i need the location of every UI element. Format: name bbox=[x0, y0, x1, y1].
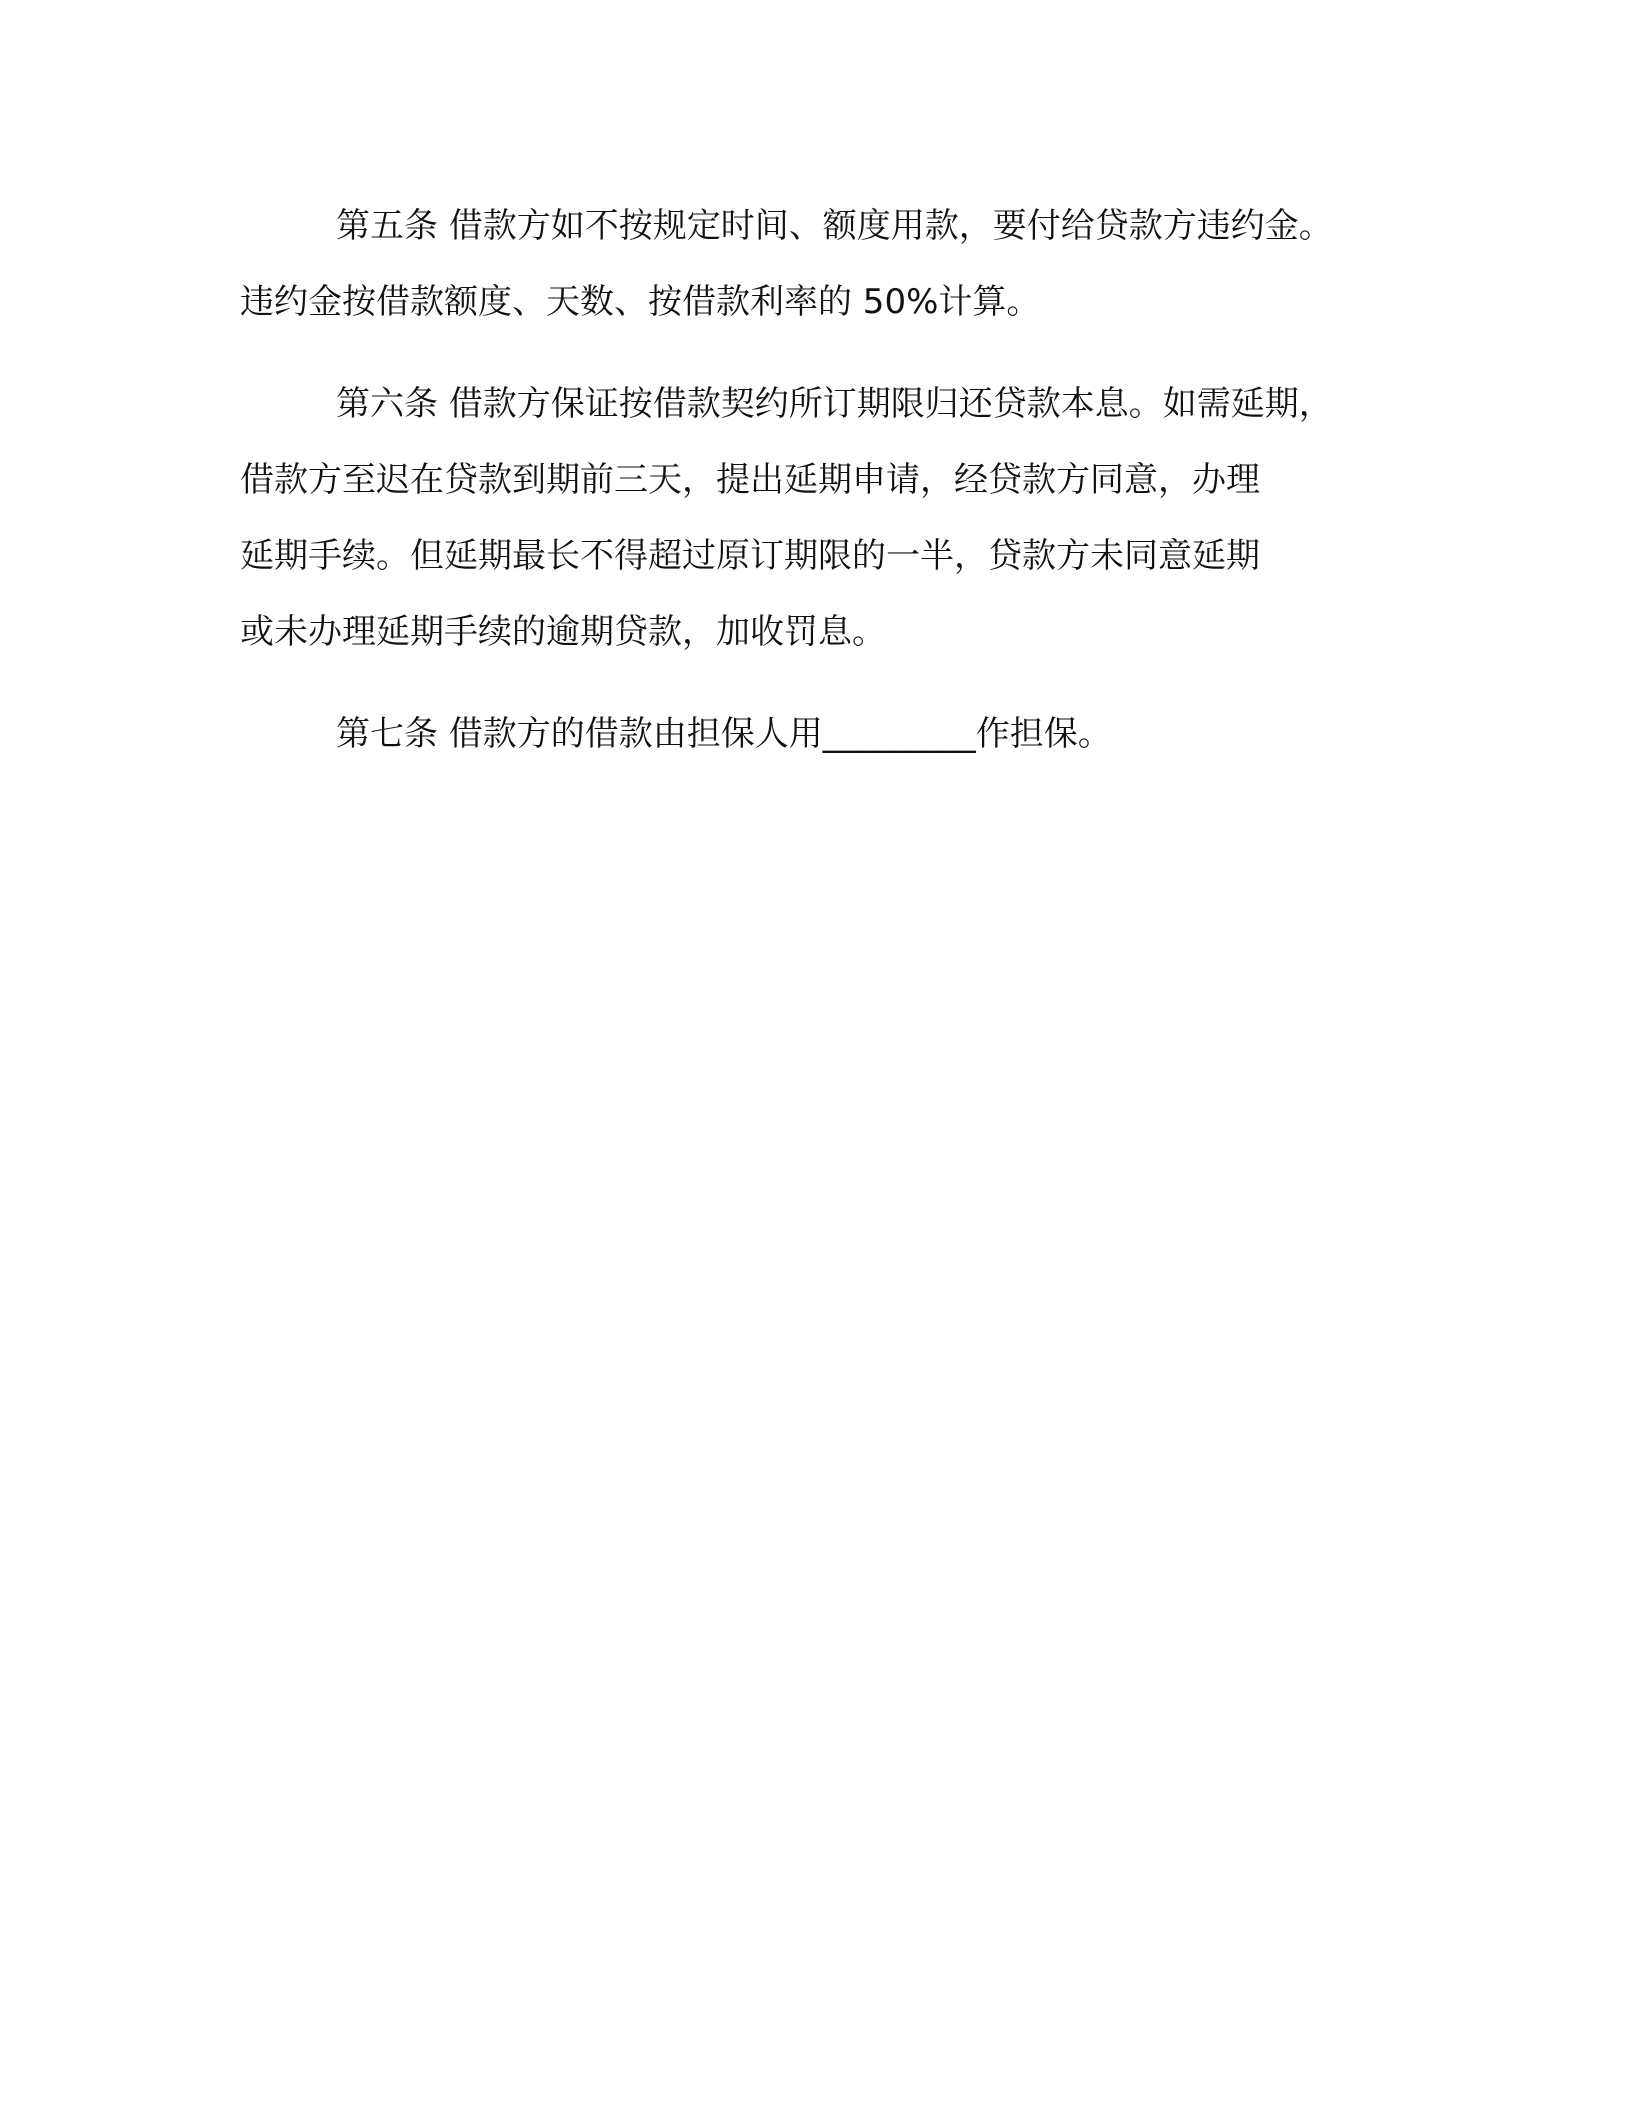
paragraph-line: 违约金按借款额度、天数、按借款利率的 50%计算。 bbox=[240, 282, 1041, 322]
paragraph-line: 或未办理延期手续的逾期贷款，加收罚息。 bbox=[240, 612, 886, 652]
article-5-paragraph bbox=[240, 188, 1420, 340]
paragraph-line: 第五条 借款方如不按规定时间、额度用款，要付给贷款方违约金。 bbox=[336, 206, 1333, 246]
article-7-paragraph bbox=[240, 696, 1420, 772]
article-6-paragraph bbox=[240, 366, 1420, 670]
document-body bbox=[240, 188, 1420, 798]
paragraph-line: 借款方至迟在贷款到期前三天，提出延期申请，经贷款方同意，办理 bbox=[240, 460, 1260, 500]
paragraph-line: 延期手续。但延期最长不得超过原订期限的一半，贷款方未同意延期 bbox=[240, 536, 1260, 576]
paragraph-line: 第七条 借款方的借款由担保人用_________作担保。 bbox=[336, 714, 1112, 754]
paragraph-line: 第六条 借款方保证按借款契约所订期限归还贷款本息。如需延期， bbox=[336, 384, 1333, 424]
